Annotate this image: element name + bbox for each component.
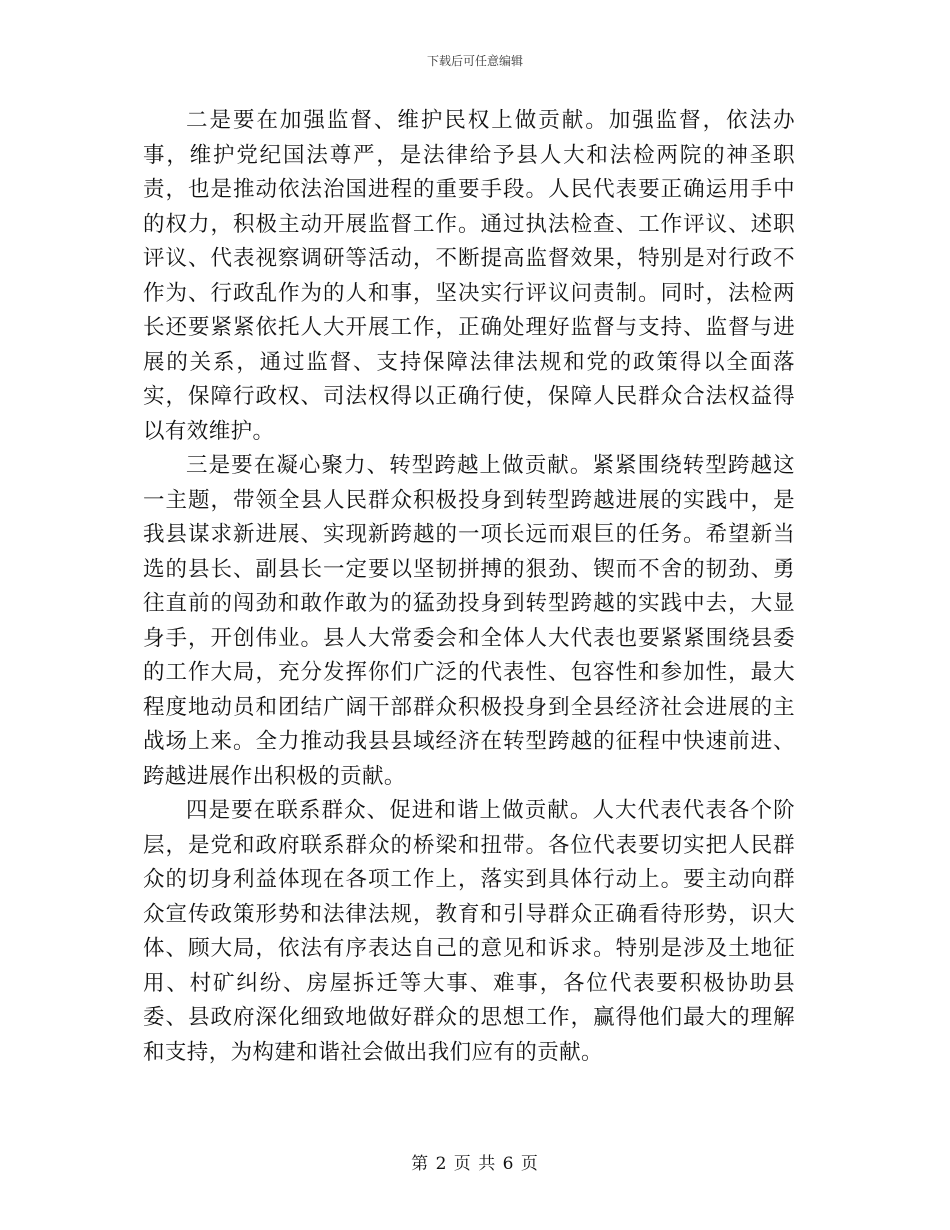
paragraph-4: 四是要在联系群众、促进和谐上做贡献。人大代表代表各个阶层，是党和政府联系群众的桥梁和扭带。各位代表要切实把人民群众的切身利益体现在各项工作上，落实到具体行动上。要主动向群众宣传政策形势和法律法规，教育和引导群众正确看待形势，识大体、顾大局，依法有序表达自己的意见和诉求。特别是涉及土地征用、村矿纠纷、房屋拆迁等大事、难事，各位代表要积极协助县委、县政府深化细致地做好群众的思想工作，赢得他们最大的理解和支持，为构建和谐社会做出我们应有的贡献。	[143, 798, 795, 1065]
page-number: 第 2 页 共 6 页	[411, 1154, 539, 1174]
paragraph-3: 三是要在凝心聚力、转型跨越上做贡献。紧紧围绕转型跨越这一主题，带领全县人民群众积极投身到转型跨越进展的实践中，是我县谋求新进展、实现新跨越的一项长远而艰巨的任务。希望新当选的县长、副县长一定要以坚韧拼搏的狠劲、锲而不舍的韧劲、勇往直前的闯劲和敢作敢为的猛劲投身到转型跨越的实践中去，大显身手，开创伟业。县人大常委会和全体人大代表也要紧紧围绕县委的工作大局，充分发挥你们广泛的代表性、包容性和参加性，最大程度地动员和团结广阔干部群众积极投身到全县经济社会进展的主战场上来。全力推动我县县域经济在转型跨越的征程中快速前进、跨越进展作出积极的贡献。	[143, 453, 795, 789]
page-header-note: 下载后可任意编辑	[426, 54, 523, 68]
paragraph-2: 二是要在加强监督、维护民权上做贡献。加强监督，依法办事，维护党纪国法尊严，是法律给予县人大和法检两院的神圣职责，也是推动依法治国进程的重要手段。人民代表要正确运用手中的权力，积极主动开展监督工作。通过执法检查、工作评议、述职评议、代表视察调研等活动，不断提高监督效果，特别是对行政不作为、行政乱作为的人和事，坚决实行评议问责制。同时，法检两长还要紧紧依托人大开展工作，正确处理好监督与支持、监督与进展的关系，通过监督、支持保障法律法规和党的政策得以全面落实，保障行政权、司法权得以正确行使，保障人民群众合法权益得以有效维护。	[143, 108, 795, 444]
document-body	[143, 104, 795, 1070]
